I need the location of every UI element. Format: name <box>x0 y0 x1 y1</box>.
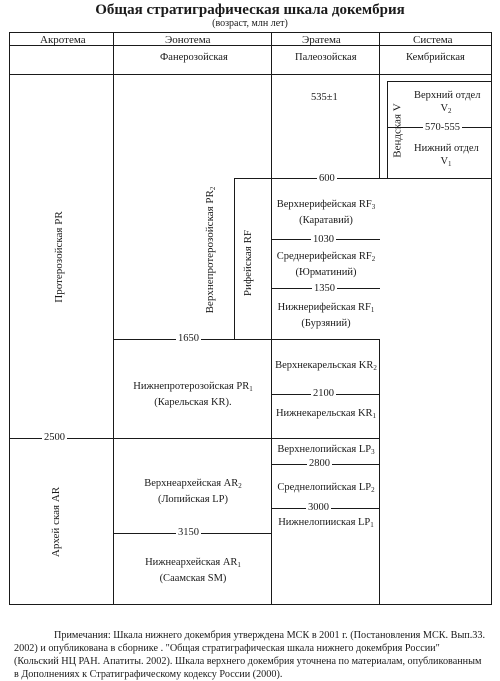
page-title: Общая стратиграфическая шкала докембрия <box>95 2 405 18</box>
footnote-line: 2002) и опубликована в сборнике . "Общая стратиграфическая шкала нижнего докембрия России" <box>14 643 440 654</box>
age-600: 600 <box>319 173 335 184</box>
eratema-rf1: Нижнерифейская RF1 (Бурзяний) <box>277 302 375 329</box>
age-1030: 1030 <box>313 234 334 245</box>
eonotema-lower-proterozoic: Нижнепротерозойская PR1 (Карельская KR). <box>133 381 253 408</box>
phanerozoic-eonotema: Фанерозойская <box>160 52 228 63</box>
eratema-kr2: Верхнекарельская KR2 <box>275 360 377 372</box>
age-2500: 2500 <box>44 432 65 443</box>
age-1650: 1650 <box>178 333 199 344</box>
header-akrotema: Акротема <box>40 34 86 46</box>
eratema-lp1: Нижнелопииская LP1 <box>278 517 374 529</box>
paleozoic-eratema: Палеозойская <box>295 52 357 63</box>
eratema-rf2: Среднерифейская RF2 (Юрматиний) <box>276 251 376 278</box>
eratema-rf3: Верхнерифейская RF3 (Каратавий) <box>276 199 376 226</box>
cambrian-system: Кембрийская <box>406 52 465 63</box>
riphean-label: Рифейская RF <box>242 229 254 297</box>
footnote-line: в Дополнениях к Стратиграфическому кодексу России (2000). <box>14 669 283 680</box>
header-sistema: Система <box>413 34 453 46</box>
age-2100: 2100 <box>313 388 334 399</box>
header-eonotema: Эонотема <box>165 34 211 46</box>
footnote-line: Примечания: Шкала нижнего докембрия утверждена МСК в 2001 г. (Постановления МСК. Вып.33. <box>54 630 486 641</box>
footnote <box>14 629 498 681</box>
akrotema-proterozoic: Протерозойская PR <box>53 211 65 303</box>
age-3150: 3150 <box>178 527 199 538</box>
eonotema-lower-archean: Нижнеархейская AR1 (Саамская SM) <box>145 557 241 584</box>
age-2800: 2800 <box>309 458 330 469</box>
age-1350: 1350 <box>314 283 335 294</box>
header-eratema: Эратема <box>302 34 341 46</box>
akrotema-archean: Архей ская AR <box>50 486 62 558</box>
age-570-555: 570-555 <box>425 122 460 133</box>
eratema-lp2: Среднелопийская LP2 <box>277 482 375 494</box>
system-v1: Нижний отдел V1 <box>414 143 479 168</box>
age-535: 535±1 <box>311 92 338 103</box>
eonotema-upper-archean: Верхнеархейская AR2 (Лопийская LP) <box>144 478 242 505</box>
eonotema-upper-proterozoic: Верхнепротерозойская PR2 <box>204 186 217 314</box>
eratema-kr1: Нижнекарельская KR1 <box>275 408 377 420</box>
system-v2: Верхний отдел V2 <box>414 90 481 115</box>
vendian-label: Вендская V <box>391 103 404 158</box>
footnote-line: (Кольский НЦ РАН. Апатиты. 2002). Шкала верхнего докембрия уточнена по материалам, опубликованным <box>14 656 482 667</box>
eratema-lp3: Верхнелопийская LP3 <box>277 444 375 456</box>
age-3000: 3000 <box>308 502 329 513</box>
page-subtitle: (возраст, млн лет) <box>212 18 288 29</box>
